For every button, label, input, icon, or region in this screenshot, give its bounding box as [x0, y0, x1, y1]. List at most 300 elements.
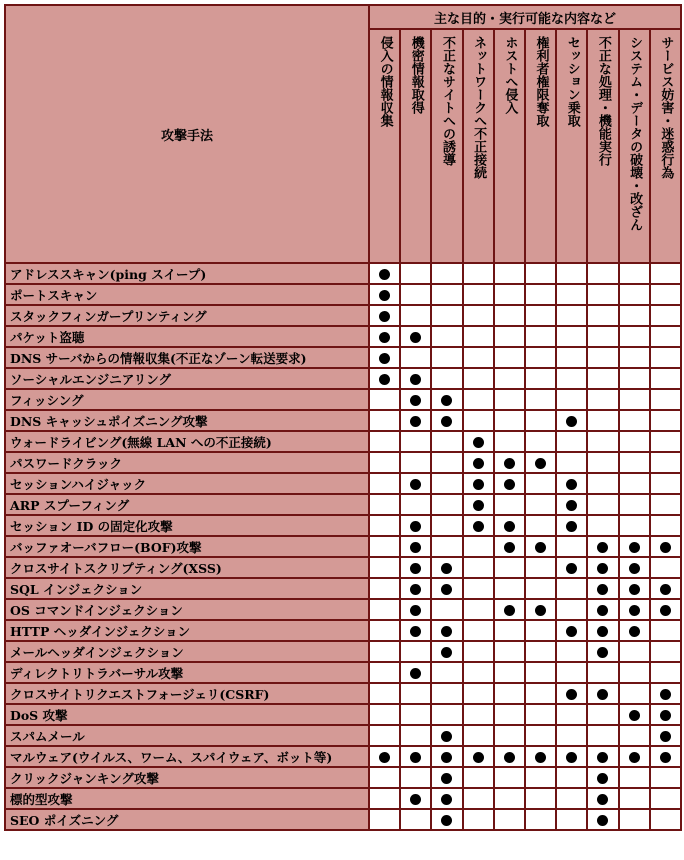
- attack-method-label: DoS 攻撃: [5, 704, 369, 725]
- attack-method-table: [4, 4, 682, 831]
- matrix-cell: [619, 809, 650, 830]
- matrix-cell: [619, 473, 650, 494]
- matrix-cell: [400, 683, 431, 704]
- purpose-column-label: ネットワークへ不正接続: [471, 36, 487, 179]
- matrix-cell: [431, 578, 462, 599]
- filled-circle-icon: [410, 395, 421, 406]
- matrix-cell: [369, 494, 400, 515]
- matrix-cell: [369, 326, 400, 347]
- matrix-cell: [463, 662, 494, 683]
- table-row: [5, 746, 681, 767]
- filled-circle-icon: [660, 542, 671, 553]
- filled-circle-icon: [597, 794, 608, 805]
- matrix-cell: [587, 809, 618, 830]
- filled-circle-icon: [597, 584, 608, 595]
- matrix-cell: [400, 725, 431, 746]
- filled-circle-icon: [629, 542, 640, 553]
- matrix-cell: [619, 326, 650, 347]
- filled-circle-icon: [379, 332, 390, 343]
- matrix-cell: [587, 683, 618, 704]
- matrix-cell: [587, 536, 618, 557]
- attack-method-label: スタックフィンガープリンティング: [5, 305, 369, 326]
- matrix-cell: [463, 431, 494, 452]
- attack-method-label: ディレクトリトラバーサル攻撃: [5, 662, 369, 683]
- purpose-header-row: [5, 5, 681, 29]
- matrix-cell: [619, 368, 650, 389]
- matrix-cell: [400, 389, 431, 410]
- matrix-cell: [369, 536, 400, 557]
- purpose-column-header: [650, 29, 681, 263]
- table-row: [5, 578, 681, 599]
- matrix-cell: [525, 347, 556, 368]
- matrix-cell: [431, 263, 462, 284]
- matrix-cell: [525, 305, 556, 326]
- matrix-cell: [369, 578, 400, 599]
- table-row: [5, 494, 681, 515]
- matrix-cell: [556, 368, 587, 389]
- filled-circle-icon: [597, 542, 608, 553]
- filled-circle-icon: [660, 710, 671, 721]
- matrix-cell: [650, 704, 681, 725]
- filled-circle-icon: [410, 605, 421, 616]
- matrix-cell: [556, 788, 587, 809]
- matrix-cell: [587, 326, 618, 347]
- filled-circle-icon: [597, 773, 608, 784]
- purpose-column-label: 不正なサイトへの誘導: [439, 36, 455, 166]
- matrix-cell: [369, 263, 400, 284]
- filled-circle-icon: [441, 773, 452, 784]
- matrix-cell: [494, 620, 525, 641]
- filled-circle-icon: [660, 689, 671, 700]
- filled-circle-icon: [566, 626, 577, 637]
- purpose-column-header: [587, 29, 618, 263]
- purpose-column-label: システム・データの破壊・改ざん: [627, 36, 643, 231]
- matrix-cell: [431, 305, 462, 326]
- table-row: [5, 452, 681, 473]
- filled-circle-icon: [660, 584, 671, 595]
- matrix-cell: [463, 347, 494, 368]
- matrix-cell: [431, 788, 462, 809]
- filled-circle-icon: [410, 563, 421, 574]
- filled-circle-icon: [504, 479, 515, 490]
- matrix-cell: [463, 410, 494, 431]
- purpose-column-header: [431, 29, 462, 263]
- table-row: [5, 305, 681, 326]
- matrix-cell: [587, 662, 618, 683]
- matrix-cell: [556, 536, 587, 557]
- purpose-column-header: [525, 29, 556, 263]
- matrix-cell: [431, 620, 462, 641]
- matrix-cell: [400, 326, 431, 347]
- matrix-cell: [556, 746, 587, 767]
- matrix-cell: [463, 473, 494, 494]
- matrix-cell: [587, 347, 618, 368]
- matrix-cell: [431, 767, 462, 788]
- purpose-column-header: [400, 29, 431, 263]
- attack-method-label: クリックジャンキング攻撃: [5, 767, 369, 788]
- matrix-cell: [400, 788, 431, 809]
- matrix-cell: [556, 641, 587, 662]
- attack-method-label: SEO ポイズニング: [5, 809, 369, 830]
- matrix-cell: [619, 599, 650, 620]
- matrix-cell: [463, 620, 494, 641]
- matrix-cell: [494, 368, 525, 389]
- matrix-cell: [431, 641, 462, 662]
- matrix-cell: [431, 809, 462, 830]
- filled-circle-icon: [504, 542, 515, 553]
- matrix-cell: [494, 536, 525, 557]
- attack-method-label: マルウェア(ウイルス、ワーム、スパイウェア、ボット等): [5, 746, 369, 767]
- matrix-cell: [431, 704, 462, 725]
- matrix-cell: [463, 725, 494, 746]
- matrix-cell: [369, 473, 400, 494]
- matrix-cell: [619, 305, 650, 326]
- matrix-cell: [431, 347, 462, 368]
- table-row: [5, 620, 681, 641]
- matrix-cell: [463, 746, 494, 767]
- matrix-cell: [463, 809, 494, 830]
- attack-method-label: ソーシャルエンジニアリング: [5, 368, 369, 389]
- matrix-cell: [650, 452, 681, 473]
- filled-circle-icon: [566, 563, 577, 574]
- matrix-cell: [556, 347, 587, 368]
- matrix-cell: [650, 536, 681, 557]
- matrix-cell: [463, 515, 494, 536]
- filled-circle-icon: [566, 689, 577, 700]
- matrix-cell: [400, 284, 431, 305]
- attack-method-label: OS コマンドインジェクション: [5, 599, 369, 620]
- matrix-cell: [587, 368, 618, 389]
- purpose-column-header: [463, 29, 494, 263]
- matrix-cell: [587, 767, 618, 788]
- filled-circle-icon: [441, 794, 452, 805]
- matrix-cell: [400, 515, 431, 536]
- matrix-cell: [587, 578, 618, 599]
- purpose-column-header: [619, 29, 650, 263]
- matrix-cell: [525, 746, 556, 767]
- matrix-cell: [525, 473, 556, 494]
- matrix-cell: [494, 599, 525, 620]
- table-row: [5, 809, 681, 830]
- matrix-cell: [650, 284, 681, 305]
- filled-circle-icon: [597, 815, 608, 826]
- filled-circle-icon: [410, 584, 421, 595]
- attack-method-label: ARP スプーフィング: [5, 494, 369, 515]
- matrix-cell: [369, 431, 400, 452]
- matrix-cell: [431, 326, 462, 347]
- filled-circle-icon: [410, 416, 421, 427]
- filled-circle-icon: [441, 731, 452, 742]
- matrix-cell: [650, 746, 681, 767]
- matrix-cell: [556, 662, 587, 683]
- matrix-cell: [431, 557, 462, 578]
- table-row: [5, 410, 681, 431]
- filled-circle-icon: [629, 626, 640, 637]
- matrix-cell: [494, 515, 525, 536]
- matrix-cell: [369, 683, 400, 704]
- matrix-cell: [369, 746, 400, 767]
- matrix-cell: [525, 662, 556, 683]
- matrix-cell: [525, 599, 556, 620]
- filled-circle-icon: [473, 479, 484, 490]
- filled-circle-icon: [473, 458, 484, 469]
- matrix-cell: [587, 410, 618, 431]
- matrix-cell: [494, 662, 525, 683]
- matrix-cell: [556, 494, 587, 515]
- filled-circle-icon: [410, 479, 421, 490]
- attack-method-label: アドレススキャン(ping スイープ): [5, 263, 369, 284]
- matrix-cell: [431, 683, 462, 704]
- matrix-cell: [650, 662, 681, 683]
- attack-method-header: 攻撃手法: [5, 5, 369, 263]
- matrix-cell: [400, 641, 431, 662]
- matrix-cell: [525, 809, 556, 830]
- attack-method-label: DNS キャッシュポイズニング攻撃: [5, 410, 369, 431]
- matrix-cell: [369, 641, 400, 662]
- matrix-cell: [619, 578, 650, 599]
- matrix-cell: [400, 473, 431, 494]
- matrix-cell: [650, 494, 681, 515]
- matrix-cell: [587, 788, 618, 809]
- table-row: [5, 473, 681, 494]
- filled-circle-icon: [379, 374, 390, 385]
- filled-circle-icon: [597, 647, 608, 658]
- matrix-cell: [650, 788, 681, 809]
- matrix-cell: [587, 620, 618, 641]
- matrix-cell: [431, 746, 462, 767]
- filled-circle-icon: [629, 752, 640, 763]
- matrix-cell: [463, 683, 494, 704]
- filled-circle-icon: [535, 542, 546, 553]
- matrix-cell: [369, 410, 400, 431]
- filled-circle-icon: [504, 752, 515, 763]
- table-row: [5, 599, 681, 620]
- matrix-cell: [650, 410, 681, 431]
- matrix-cell: [619, 746, 650, 767]
- matrix-cell: [463, 368, 494, 389]
- filled-circle-icon: [410, 668, 421, 679]
- matrix-cell: [525, 704, 556, 725]
- filled-circle-icon: [535, 458, 546, 469]
- table-row: [5, 704, 681, 725]
- filled-circle-icon: [660, 731, 671, 742]
- purpose-column-label: 侵入の情報収集: [377, 36, 393, 127]
- attack-method-label: 標的型攻撃: [5, 788, 369, 809]
- matrix-cell: [650, 578, 681, 599]
- attack-method-label: メールヘッダインジェクション: [5, 641, 369, 662]
- matrix-cell: [400, 704, 431, 725]
- matrix-cell: [619, 725, 650, 746]
- matrix-cell: [650, 515, 681, 536]
- matrix-cell: [556, 326, 587, 347]
- purpose-column-label: 権利者権限奪取: [533, 36, 549, 127]
- table-row: [5, 788, 681, 809]
- matrix-cell: [525, 641, 556, 662]
- matrix-cell: [619, 284, 650, 305]
- matrix-cell: [431, 473, 462, 494]
- table-row: [5, 767, 681, 788]
- filled-circle-icon: [410, 542, 421, 553]
- attack-rows: [5, 263, 681, 830]
- matrix-cell: [494, 410, 525, 431]
- filled-circle-icon: [660, 752, 671, 763]
- matrix-cell: [525, 725, 556, 746]
- matrix-cell: [400, 536, 431, 557]
- matrix-cell: [650, 389, 681, 410]
- matrix-cell: [431, 410, 462, 431]
- filled-circle-icon: [410, 794, 421, 805]
- filled-circle-icon: [566, 752, 577, 763]
- matrix-cell: [650, 620, 681, 641]
- matrix-cell: [619, 620, 650, 641]
- matrix-cell: [369, 788, 400, 809]
- matrix-cell: [369, 704, 400, 725]
- matrix-cell: [650, 347, 681, 368]
- purpose-column-label: 機密情報取得: [408, 36, 424, 114]
- matrix-cell: [650, 599, 681, 620]
- matrix-cell: [619, 641, 650, 662]
- matrix-cell: [587, 725, 618, 746]
- matrix-cell: [431, 368, 462, 389]
- matrix-cell: [400, 767, 431, 788]
- attack-matrix: [4, 4, 680, 854]
- matrix-cell: [463, 263, 494, 284]
- filled-circle-icon: [535, 752, 546, 763]
- table-row: [5, 263, 681, 284]
- filled-circle-icon: [441, 752, 452, 763]
- matrix-cell: [400, 809, 431, 830]
- attack-method-label: DNS サーバからの情報収集(不正なゾーン転送要求): [5, 347, 369, 368]
- matrix-cell: [556, 704, 587, 725]
- filled-circle-icon: [597, 689, 608, 700]
- matrix-cell: [650, 683, 681, 704]
- matrix-cell: [525, 452, 556, 473]
- matrix-cell: [525, 389, 556, 410]
- matrix-cell: [650, 473, 681, 494]
- matrix-cell: [650, 557, 681, 578]
- matrix-cell: [463, 704, 494, 725]
- matrix-cell: [619, 494, 650, 515]
- filled-circle-icon: [566, 416, 577, 427]
- matrix-cell: [494, 263, 525, 284]
- matrix-cell: [619, 263, 650, 284]
- attack-method-label: クロスサイトリクエストフォージェリ(CSRF): [5, 683, 369, 704]
- matrix-cell: [494, 809, 525, 830]
- filled-circle-icon: [535, 605, 546, 616]
- filled-circle-icon: [629, 710, 640, 721]
- matrix-cell: [400, 662, 431, 683]
- filled-circle-icon: [473, 752, 484, 763]
- matrix-cell: [369, 347, 400, 368]
- matrix-cell: [525, 431, 556, 452]
- matrix-cell: [400, 746, 431, 767]
- attack-method-label: パケット盗聴: [5, 326, 369, 347]
- matrix-cell: [400, 599, 431, 620]
- matrix-cell: [587, 389, 618, 410]
- matrix-cell: [400, 557, 431, 578]
- matrix-cell: [650, 326, 681, 347]
- matrix-cell: [431, 431, 462, 452]
- matrix-cell: [556, 809, 587, 830]
- matrix-cell: [369, 662, 400, 683]
- matrix-cell: [587, 746, 618, 767]
- matrix-cell: [431, 515, 462, 536]
- filled-circle-icon: [441, 626, 452, 637]
- matrix-cell: [369, 389, 400, 410]
- purpose-column-label: ホストへ侵入: [502, 36, 518, 114]
- matrix-cell: [556, 620, 587, 641]
- filled-circle-icon: [441, 416, 452, 427]
- filled-circle-icon: [379, 290, 390, 301]
- attack-method-label: ポートスキャン: [5, 284, 369, 305]
- matrix-cell: [525, 557, 556, 578]
- filled-circle-icon: [441, 395, 452, 406]
- matrix-cell: [650, 305, 681, 326]
- filled-circle-icon: [504, 605, 515, 616]
- matrix-cell: [494, 347, 525, 368]
- purpose-header: 主な目的・実行可能な内容など: [369, 5, 681, 29]
- filled-circle-icon: [629, 563, 640, 574]
- matrix-cell: [556, 263, 587, 284]
- matrix-cell: [400, 578, 431, 599]
- filled-circle-icon: [379, 311, 390, 322]
- matrix-cell: [525, 788, 556, 809]
- matrix-cell: [400, 368, 431, 389]
- filled-circle-icon: [629, 584, 640, 595]
- attack-method-label: バッファオーバフロー(BOF)攻撃: [5, 536, 369, 557]
- matrix-cell: [556, 410, 587, 431]
- matrix-cell: [650, 368, 681, 389]
- matrix-cell: [556, 557, 587, 578]
- table-row: [5, 641, 681, 662]
- matrix-cell: [650, 431, 681, 452]
- purpose-column-label: 不正な処理・機能実行: [595, 36, 611, 166]
- matrix-cell: [619, 704, 650, 725]
- matrix-cell: [619, 683, 650, 704]
- matrix-cell: [525, 578, 556, 599]
- matrix-cell: [463, 326, 494, 347]
- matrix-cell: [494, 683, 525, 704]
- matrix-cell: [494, 578, 525, 599]
- attack-method-label: フィッシング: [5, 389, 369, 410]
- matrix-cell: [556, 431, 587, 452]
- matrix-cell: [587, 641, 618, 662]
- matrix-cell: [494, 704, 525, 725]
- table-row: [5, 326, 681, 347]
- filled-circle-icon: [473, 500, 484, 511]
- matrix-cell: [494, 326, 525, 347]
- matrix-cell: [525, 620, 556, 641]
- matrix-cell: [587, 452, 618, 473]
- purpose-column-header: [556, 29, 587, 263]
- table-row: [5, 662, 681, 683]
- table-row: [5, 683, 681, 704]
- matrix-cell: [556, 452, 587, 473]
- matrix-cell: [369, 725, 400, 746]
- matrix-cell: [369, 809, 400, 830]
- filled-circle-icon: [597, 605, 608, 616]
- matrix-cell: [463, 389, 494, 410]
- matrix-cell: [619, 767, 650, 788]
- filled-circle-icon: [660, 605, 671, 616]
- matrix-cell: [431, 389, 462, 410]
- matrix-cell: [619, 536, 650, 557]
- matrix-cell: [650, 809, 681, 830]
- matrix-cell: [494, 389, 525, 410]
- matrix-cell: [463, 578, 494, 599]
- matrix-cell: [369, 599, 400, 620]
- table-row: [5, 557, 681, 578]
